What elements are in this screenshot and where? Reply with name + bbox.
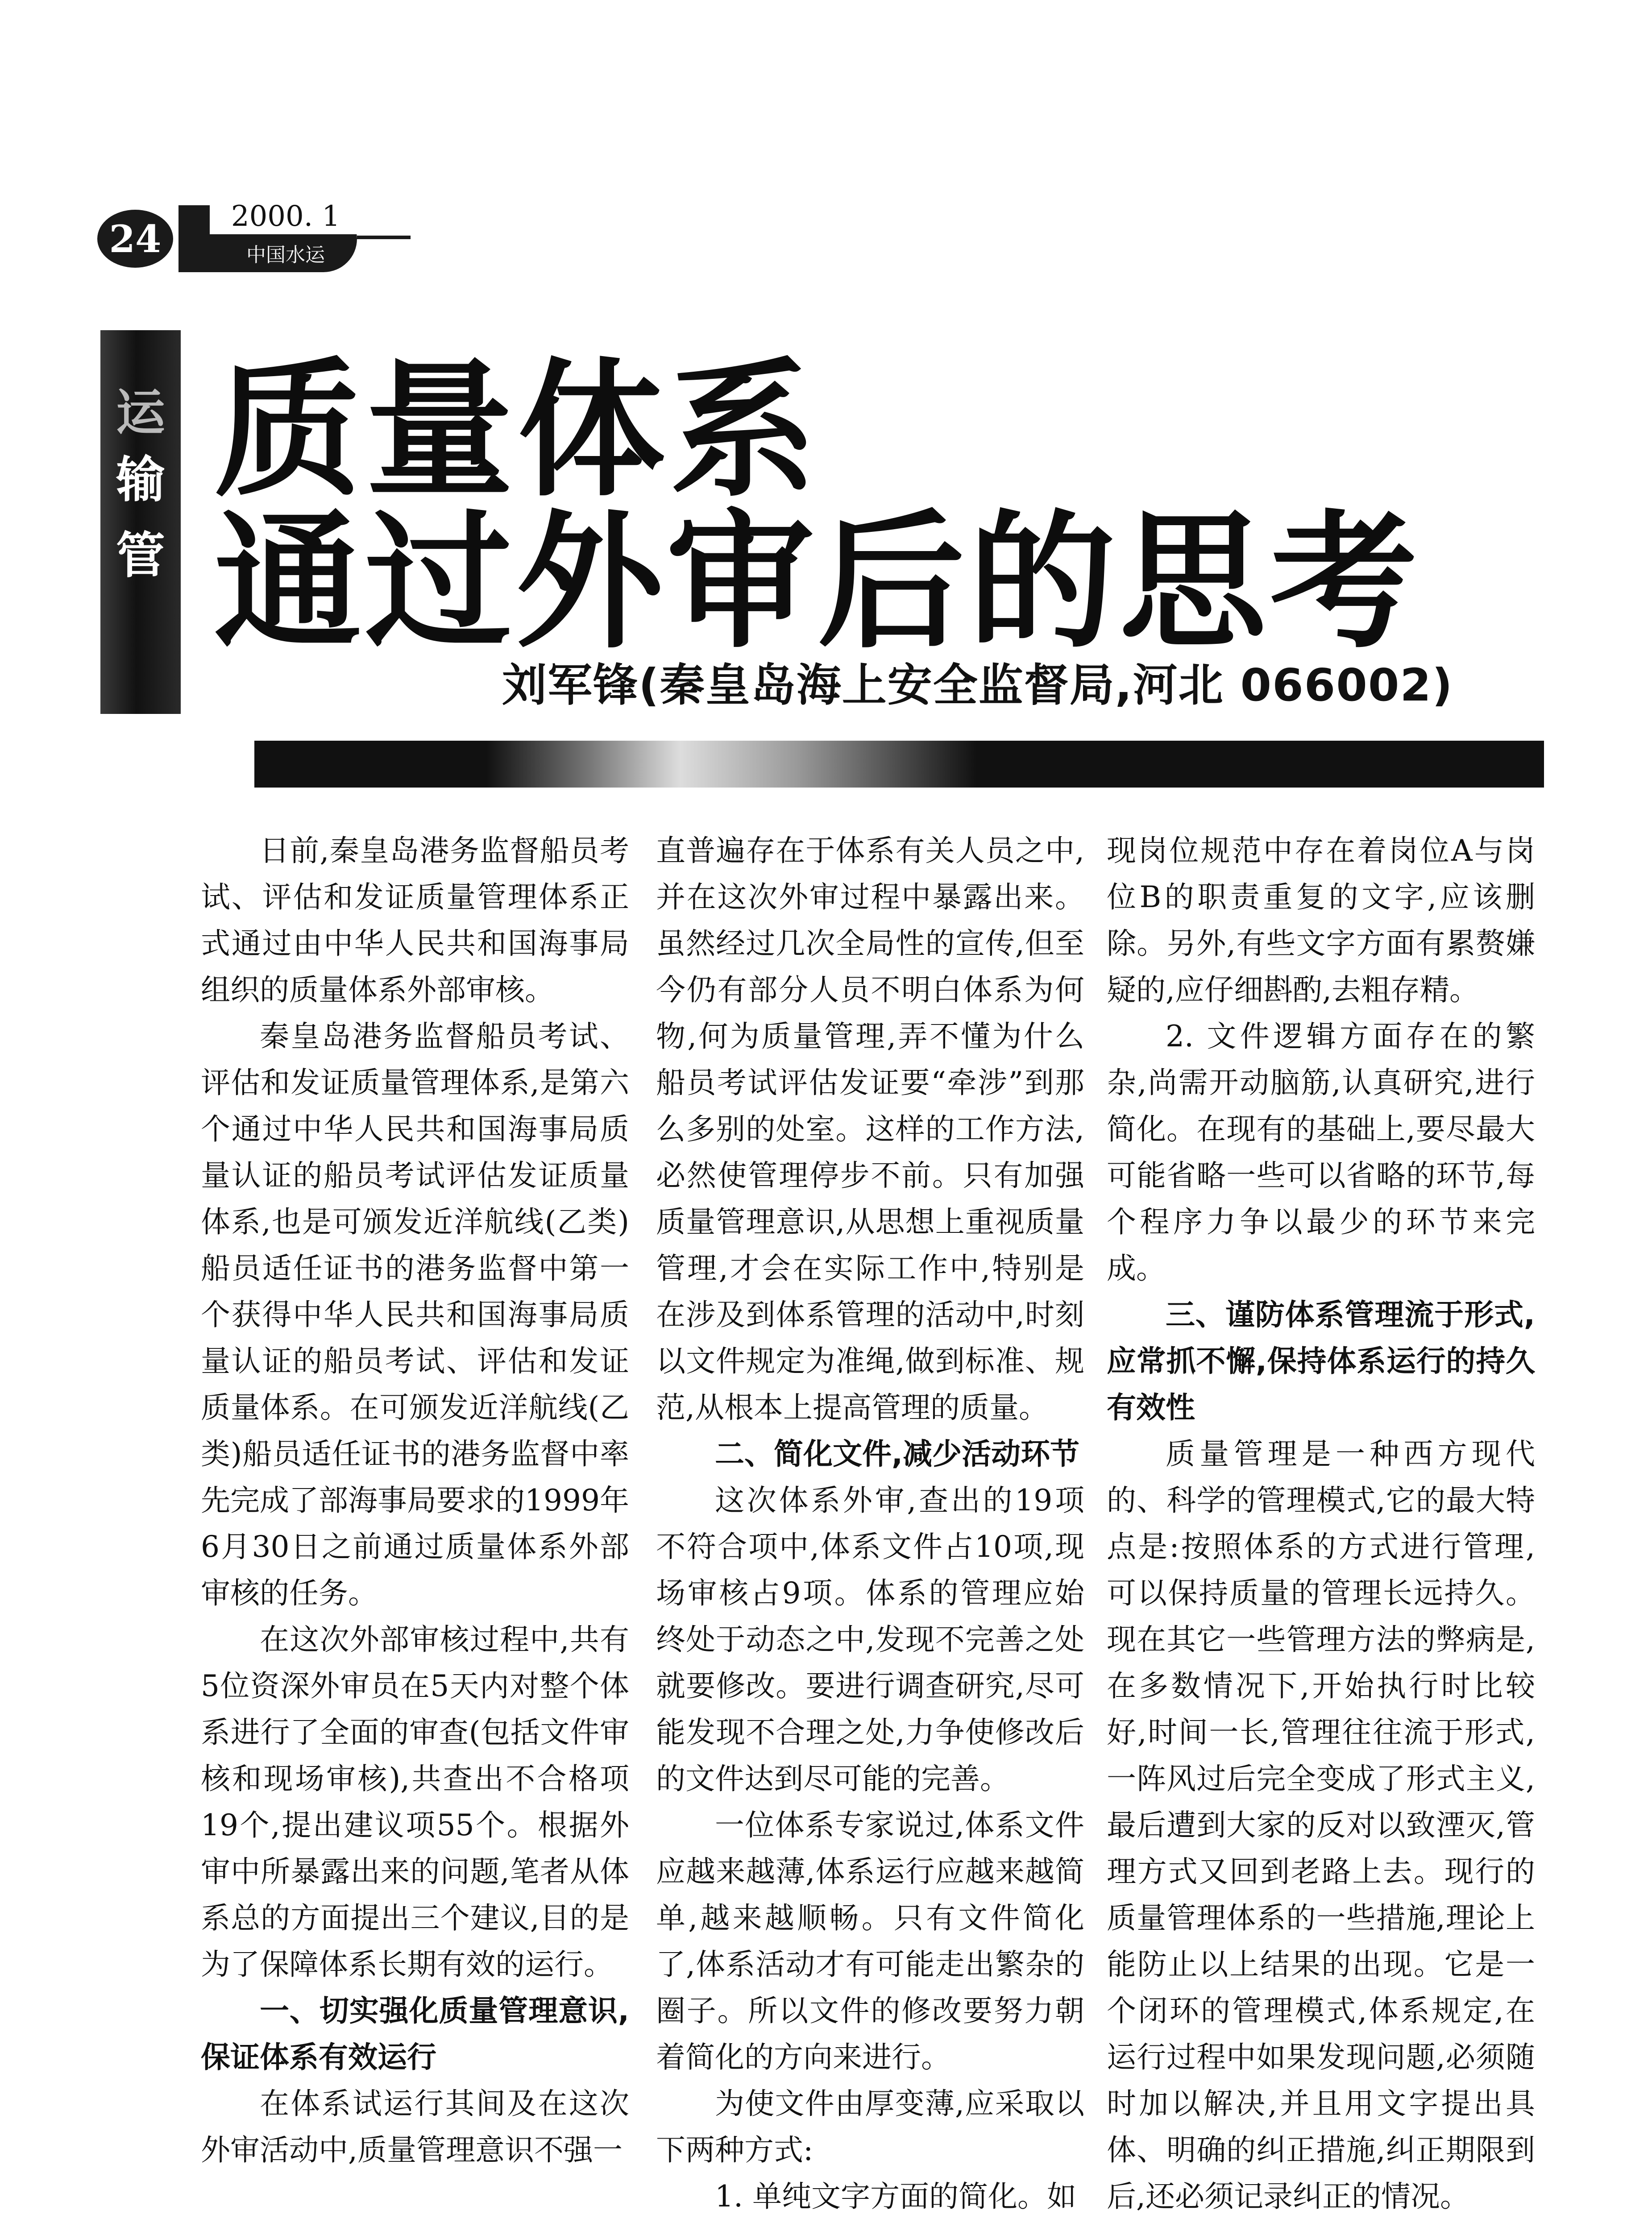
paragraph: 日前,秦皇岛港务监督船员考试、评估和发证质量管理体系正式通过由中华人民共和国海事局组织的质量体系外部审核。 (201, 834, 629, 1007)
paragraph: 在这次外部审核过程中,共有5位资深外审员在5天内对整个体系进行了全面的审查(包括文件审核和现场审核),共查出不合格项19个,提出建议项55个。根据外审中所暴露出来的问题,笔者从体系总的方面提出三个建议,目的是为了保障体系长期有效的运行。 (201, 1622, 629, 1982)
paragraph: 直普遍存在于体系有关人员之中,并在这次外审过程中暴露出来。虽然经过几次全局性的宣传,但至今仍有部分人员不明白体系为何物,何为质量管理,弄不懂为什么船员考试评估发证要“牵涉”到那么多别的处室。这样的工作方法,必然使管理停步不前。只有加强质量管理意识,从思想上重视质量管理,才会在实际工作中,特别是在涉及到体系管理的活动中,时刻以文件规定为准绳,做到标准、规范,从根本上提高管理的质量。 (656, 834, 1084, 1425)
section-heading: 一、切实强化质量管理意识,保证体系有效运行 (201, 1994, 629, 2074)
page-number: 24 (97, 210, 173, 268)
article-title-line2: 通过外审后的思考 (214, 497, 1421, 668)
section-heading: 二、简化文件,减少活动环节 (715, 1437, 1080, 1471)
column-tab-char: 管 (116, 527, 165, 584)
paragraph: 质量管理是一种西方现代的、科学的管理模式,它的最大特点是:按照体系的方式进行管理,可以保持质量的管理长远持久。现在其它一些管理方法的弊病是,在多数情况下,开始执行时比较好,时间一长,管理往往流于形式,一阵风过后完全变成了形式主义,最后遭到大家的反对以致湮灭,管理方式又回到老路上去。现行的质量管理体系的一些措施,理论上能防止以上结果的出现。它是一个闭环的管理模式,体系规定,在运行过程中如果发现问题,必须随时加以解决,并且用文字提出具体、明确的纠正措施,纠正期限到后,还必须记录纠正的情况。 (1107, 1437, 1535, 2214)
byline: 刘军锋(秦皇岛海上安全监督局,河北 066002) (502, 659, 1453, 711)
column-tab-char: 运 (116, 384, 165, 441)
journal-name: 中国水运 (246, 244, 325, 266)
body-column-2 (656, 828, 1084, 2220)
column-tab (100, 330, 181, 714)
column-tab-char: 输 (116, 451, 165, 508)
section-heading: 三、谨防体系管理流于形式,应常抓不懈,保持体系运行的持久有效性 (1107, 1298, 1535, 1425)
paragraph: 2. 文件逻辑方面存在的繁杂,尚需开动脑筋,认真研究,进行简化。在现有的基础上,要尽最大可能省略一些可以省略的环节,每个程序力争以最少的环节来完成。 (1107, 1019, 1535, 1286)
header-rule (357, 236, 411, 239)
paragraph: 一位体系专家说过,体系文件应越来越薄,体系运行应越来越简单,越来越顺畅。只有文件简化了,体系活动才有可能走出繁杂的圈子。所以文件的修改要努力朝着简化的方向来进行。 (656, 1808, 1084, 2074)
paragraph: 现岗位规范中存在着岗位A与岗位B的职责重复的文字,应该删除。另外,有些文字方面有累赘嫌疑的,应仔细斟酌,去粗存精。 (1107, 834, 1535, 1007)
issue-date: 2000. 1 (210, 199, 361, 234)
paragraph: 在体系试运行其间及在这次外审活动中,质量管理意识不强一 (201, 2086, 629, 2167)
title-bar (254, 741, 1544, 788)
paragraph: 为使文件由厚变薄,应采取以下两种方式: (656, 2086, 1084, 2167)
paragraph: 1. 单纯文字方面的简化。如 (715, 2179, 1076, 2214)
article-title-line1: 质量体系 (214, 345, 821, 516)
paragraph: 秦皇岛港务监督船员考试、评估和发证质量管理体系,是第六个通过中华人民共和国海事局质量认证的船员考试评估发证质量体系,也是可颁发近洋航线(乙类)船员适任证书的港务监督中第一个获得中华人民共和国海事局质量认证的船员考试、评估和发证质量体系。在可颁发近洋航线(乙类)船员适任证书的港务监督中率先完成了部海事局要求的1999年6月30日之前通过质量体系外部审核的任务。 (201, 1019, 629, 1610)
body-column-3 (1107, 828, 1535, 2220)
body-column-1 (201, 828, 629, 2173)
paragraph: 这次体系外审,查出的19项不符合项中,体系文件占10项,现场审核占9项。体系的管理应始终处于动态之中,发现不完善之处就要修改。要进行调查研究,尽可能发现不合理之处,力争使修改后的文件达到尽可能的完善。 (656, 1483, 1084, 1796)
